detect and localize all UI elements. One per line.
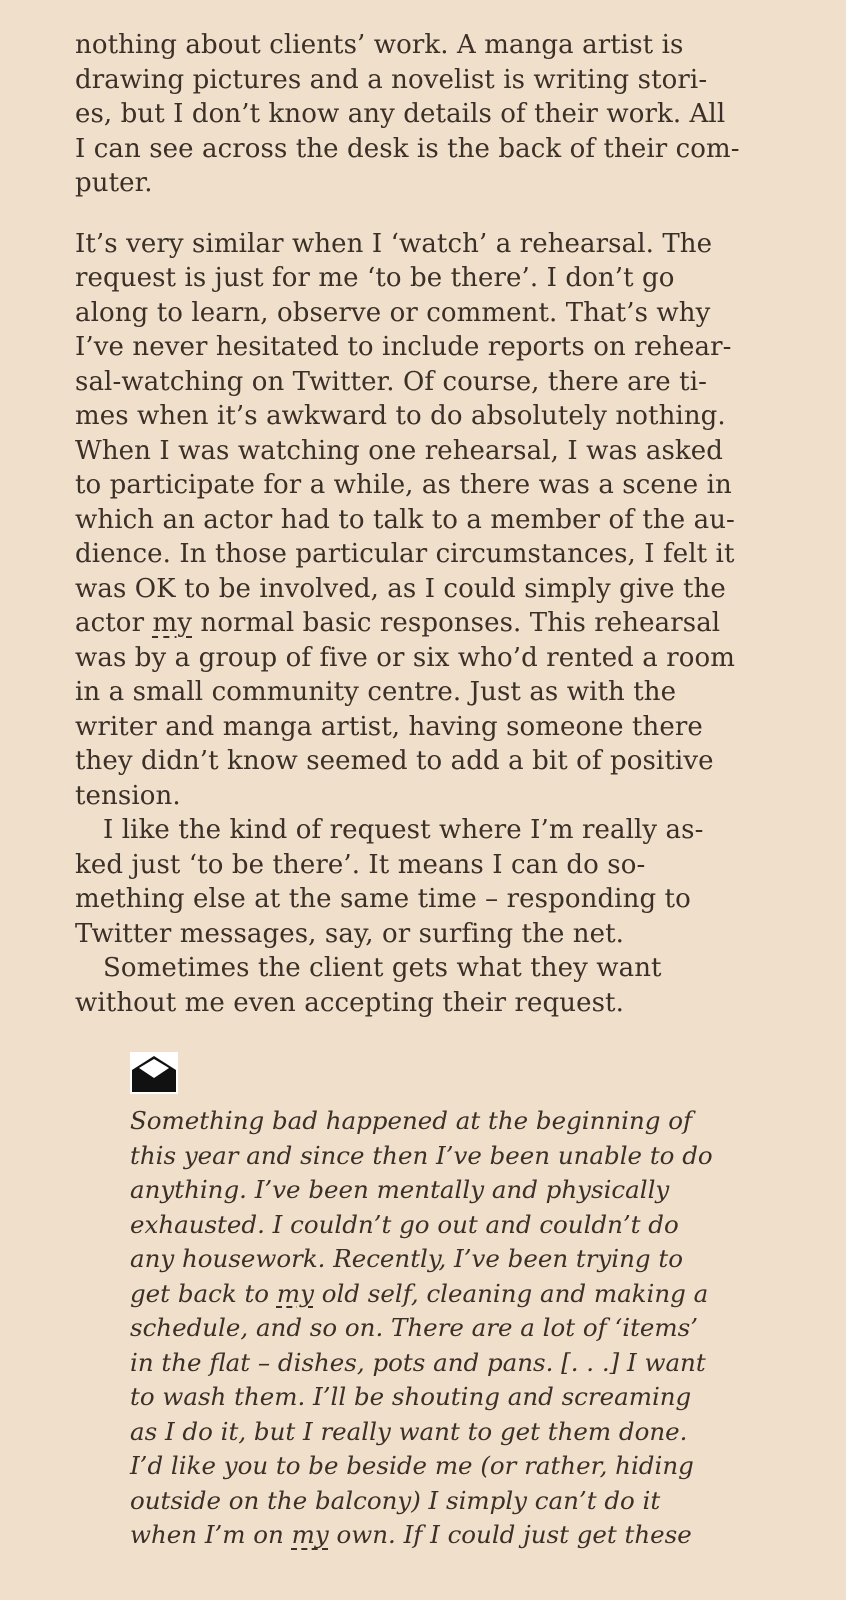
text-line: request is just for me ‘to be there’. I don’t go [75,263,675,293]
text-line: sal-watching on Twitter. Of course, there are ti- [75,366,707,397]
text-line: they didn’t know seemed to add a bit of positive [75,746,714,776]
text-line-with-link [130,1518,770,1553]
text-line: It’s very similar when I ‘watch’ a rehearsal. The [75,228,713,259]
page-body [75,28,775,1020]
text-line: tension. [75,780,181,811]
paragraph-3 [75,813,775,951]
text-line-with-link [75,606,775,641]
text-line: writer and manga artist, having someone there [75,711,703,742]
text-fragment: normal basic responses. This rehearsal [192,608,721,638]
text-line: Something bad happened at the beginning of [130,1106,693,1135]
text-line: was by a group of five or six who’d rented a room [75,642,736,673]
text-line: to participate for a while, as there was a scene in [75,470,732,500]
text-fragment: actor [75,608,153,638]
text-line: Twitter messages, say, or surfing the net. [75,918,625,949]
client-message-block [130,1052,770,1553]
text-line: nothing about clients’ work. A manga artist is [75,30,684,60]
text-line: schedule, and so on. There are a lot of ‘items’ [130,1313,699,1342]
paragraph-2 [75,227,775,814]
my-link[interactable]: my [276,1278,314,1308]
text-line: mething else at the same time – responding to [75,884,691,914]
text-line: exhausted. I couldn’t go out and couldn’t do [130,1209,679,1239]
text-line: I’d like you to be beside me (or rather, hiding [130,1451,694,1480]
text-line: was OK to be involved, as I could simply give the [75,573,726,604]
paragraph-1 [75,28,775,201]
text-line: any housework. Recently, I’ve been trying to [130,1244,683,1273]
my-link[interactable]: my [152,608,193,638]
text-line: es, but I don’t know any details of their work. All [75,99,726,129]
paragraph-gap [75,201,775,227]
text-line: ked just ‘to be there’. It means I can do so- [75,849,646,880]
text-line: in a small community centre. Just as with the [75,677,677,707]
text-line: outside on the balcony) I simply can’t do it [130,1485,661,1515]
text-line: to wash them. I’ll be shouting and screaming [130,1382,692,1411]
text-line: anything. I’ve been mentally and physically [130,1175,670,1204]
text-fragment: when I’m on [130,1520,292,1549]
text-line: I can see across the desk is the back of their com- [75,133,740,164]
text-line: drawing pictures and a novelist is writing stori- [75,64,708,95]
text-line: mes when it’s awkward to do absolutely nothing. [75,401,726,431]
text-line: along to learn, observe or comment. That’s why [75,297,711,328]
text-fragment: get back to [130,1278,277,1308]
text-fragment: own. If I could just get these [328,1520,692,1549]
text-line: When I was watching one rehearsal, I was asked [75,435,723,466]
text-line: this year and since then I’ve been unable to do [130,1140,713,1170]
text-line: Sometimes the client gets what they want [103,953,662,983]
text-line: puter. [75,168,153,198]
text-line-with-link [130,1277,770,1312]
text-line: as I do it, but I really want to get them done. [130,1416,688,1446]
text-line: without me even accepting their request. [75,987,624,1018]
text-line: which an actor had to talk to a member of the au- [75,504,735,535]
text-line: I’ve never hesitated to include reports on rehear- [75,332,732,362]
text-fragment: old self, cleaning and making a [313,1278,709,1308]
text-line: dience. In those particular circumstances, I felt it [75,539,735,569]
paragraph-4 [75,951,775,1020]
my-link[interactable]: my [291,1520,329,1549]
text-line: I like the kind of request where I’m really as- [103,815,704,845]
text-line: in the flat – dishes, pots and pans. [. . .] I want [130,1347,706,1377]
message-text [130,1104,770,1553]
envelope-icon [130,1052,178,1094]
